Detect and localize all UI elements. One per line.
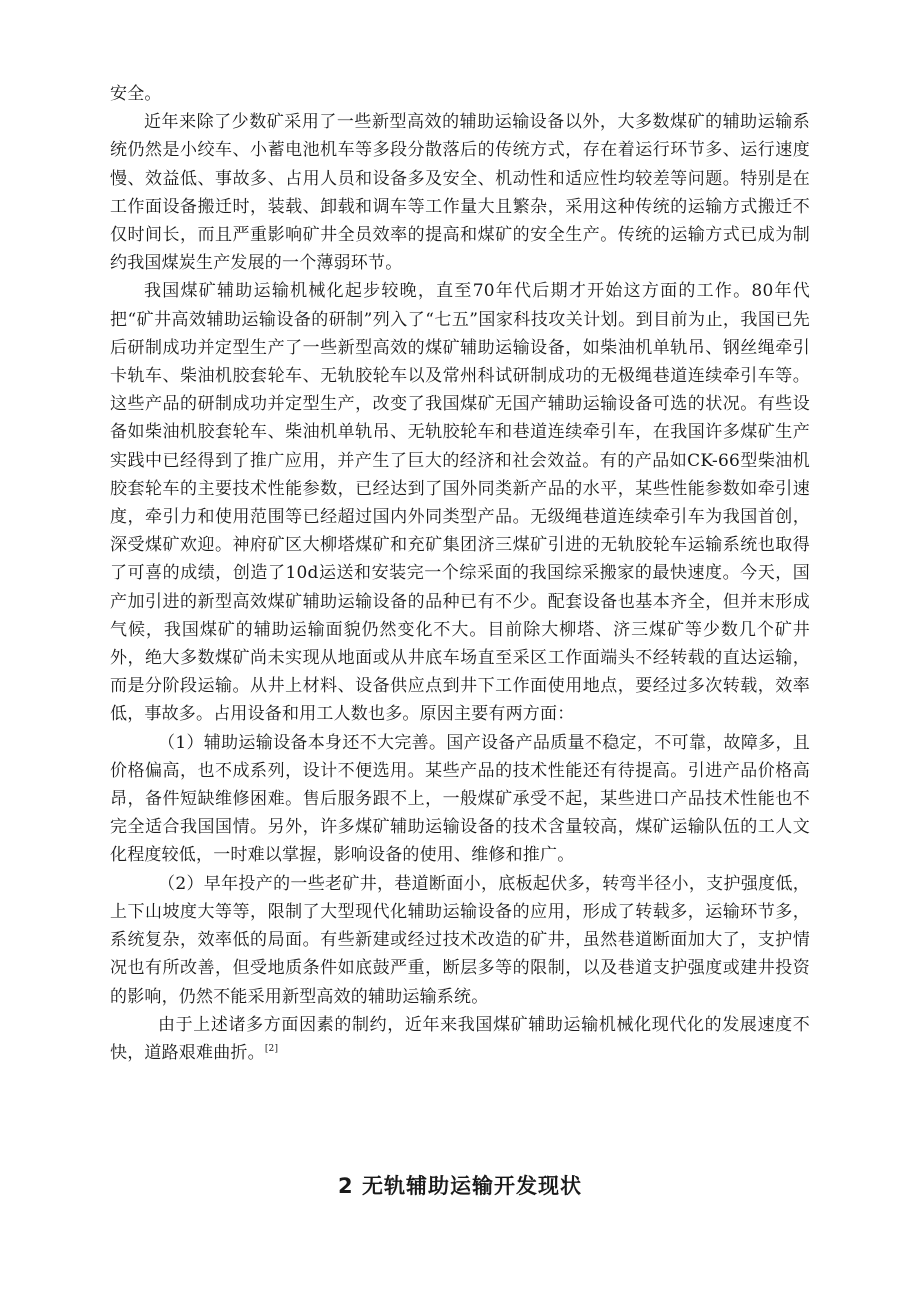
conclusion-text: 由于上述诸多方面因素的制约，近年来我国煤矿辅助运输机械化现代化的发展速度不快，道路艰难曲折。 [110, 1014, 810, 1063]
citation-reference: [2] [264, 1043, 279, 1054]
paragraph-mechanization-history: 我国煤矿辅助运输机械化起步较晚，直至70年代后期才开始这方面的工作。80年代把“矿井高效辅助运输设备的研制”列入了“七五”国家科技攻关计划。到目前为止，我国已先后研制成功并定型生产了一些新型高效的煤矿辅助运输设备，如柴油机单轨吊、钢丝绳牵引卡轨车、柴油机胶套轮车、无轨胶轮车以及常州科试研制成功的无极绳巷道连续牵引车等。这些产品的研制成功并定型生产，改变了我国煤矿无国产辅助运输设备可选的状况。有些设备如柴油机胶套轮车、柴油机单轨吊、无轨胶轮车和巷道连续牵引车，在我国许多煤矿生产实践中已经得到了推广应用，并产生了巨大的经济和社会效益。有的产品如CK-66型柴油机胶套轮车的主要技术性能参数，已经达到了国外同类新产品的水平，某些性能参数如牵引速度，牵引力和使用范围等已经超过国内外同类型产品。无级绳巷道连续牵引车为我国首创，深受煤矿欢迎。神府矿区大柳塔煤矿和充矿集团济三煤矿引进的无轨胶轮车运输系统也取得了可喜的成绩，创造了10d运送和安装完一个综采面的我国综采搬家的最快速度。今天，国产加引进的新型高效煤矿辅助运输设备的品种已有不少。配套设备也基本齐全，但并末形成气候，我国煤矿的辅助运输面貌仍然变化不大。目前除大柳塔、济三煤矿等少数几个矿井外，绝大多数煤矿尚未实现从地面或从井底车场直至采区工作面端头不经转载的直达运输，而是分阶段运输。从井上材料、设备供应点到井下工作面使用地点，要经过多次转载，效率低，事故多。占用设备和用工人数也多。原因主要有两方面： [110, 281, 810, 725]
paragraph-traditional-transport: 近年来除了少数矿采用了一些新型高效的辅助运输设备以外，大多数煤矿的辅助运输系统仍然是小绞车、小蓄电池机车等多段分散落后的传统方式，存在着运行环节多、运行速度慢、效益低、事故多、占用人员和设备多及安全、机动性和适应性均较差等问题。特别是在工作面设备搬迁时，装载、卸载和调车等工作量大且繁杂，采用这种传统的运输方式搬迁不仅时间长，而且严重影响矿井全员效率的提高和煤矿的安全生产。传统的运输方式已成为制约我国煤炭生产发展的一个薄弱环节。 [110, 112, 810, 274]
paragraph-conclusion [110, 1011, 810, 1067]
section-heading: 2 无轨辅助运输开发现状 [338, 1174, 582, 1198]
paragraph-reason-1: （1）辅助运输设备本身还不大完善。国产设备产品质量不稳定，不可靠，故障多，且价格偏高，也不成系列，设计不便选用。某些产品的技术性能还有待提高。引进产品价格高昂，备件短缺维修困难。售后服务跟不上，一般煤矿承受不起，某些进口产品技术性能也不完全适合我国国情。另外，许多煤矿辅助运输设备的技术含量较高，煤矿运输队伍的工人文化程度较低，一时难以掌握，影响设备的使用、维修和推广。 [110, 732, 810, 866]
paragraph-continuation: 安全。 [110, 84, 162, 104]
paragraph-reason-2: （2）早年投产的一些老矿井，巷道断面小，底板起伏多，转弯半径小，支护强度低，上下山坡度大等等，限制了大型现代化辅助运输设备的应用，形成了转载多，运输环节多，系统复杂，效率低的局面。有些新建或经过技术改造的矿井，虽然巷道断面加大了，支护情况也有所改善，但受地质条件如底鼓严重，断层多等的限制，以及巷道支护强度或建井投资的影响，仍然不能采用新型高效的辅助运输系统。 [110, 873, 810, 1007]
document-body [110, 80, 810, 1067]
